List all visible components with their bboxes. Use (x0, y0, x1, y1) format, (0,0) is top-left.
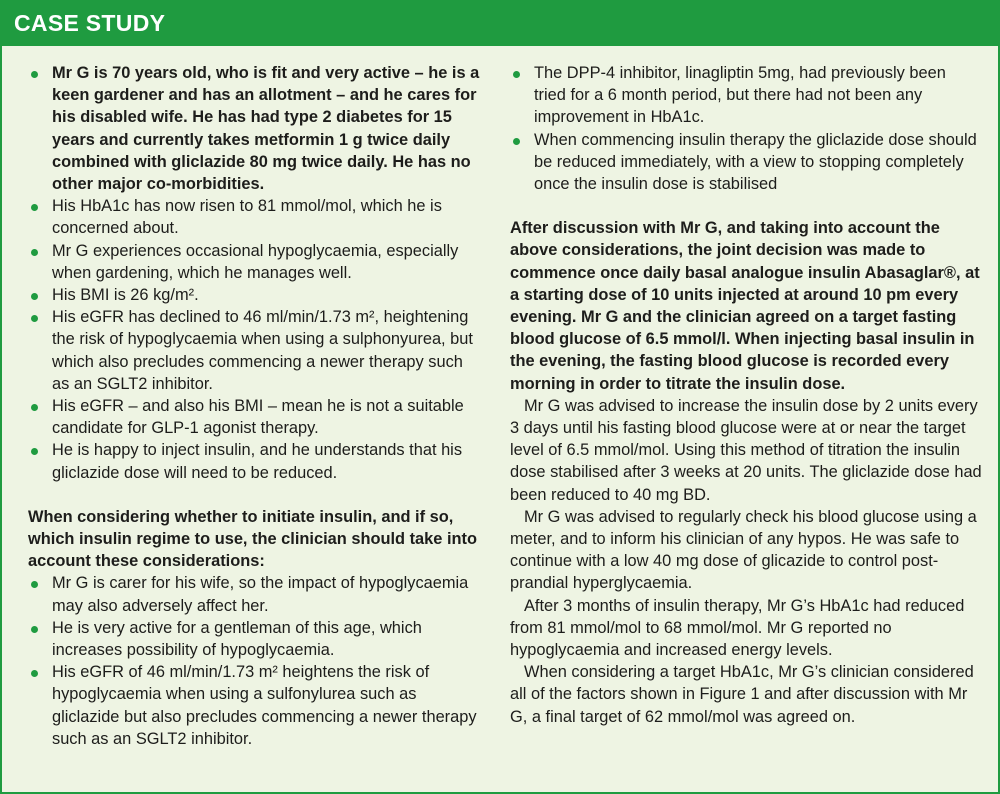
considerations-heading: When considering whether to initiate insulin, and if so, which insulin regime to use, the clinician should take into account these considerations: (28, 507, 477, 571)
bullet-icon (31, 670, 38, 677)
list-item: His eGFR – and also his BMI – mean he is not a suitable candidate for GLP-1 agonist therapy. (28, 395, 480, 439)
list-item: Mr G is 70 years old, who is fit and very active – he is a keen gardener and has an allotment – and he cares for his disabled wife. He has had type 2 diabetes for 15 years and currently takes metformin 1 g twice daily combined with gliclazide 80 mg twice daily. He has no other major co-morbidities. (28, 62, 480, 195)
list-item: His HbA1c has now risen to 81 mmol/mol, which he is concerned about. (28, 195, 480, 239)
bullet-icon (31, 71, 38, 78)
case-study-header (2, 2, 1000, 46)
bullet-icon (31, 315, 38, 322)
monitoring-paragraph: Mr G was advised to regularly check his blood glucose using a meter, and to inform his clinician of any hypos. He was safe to continue with a low 40 mg dose of glicazide to control post-prandial hyperglycaemia. (510, 507, 977, 593)
bullet-icon (513, 138, 520, 145)
continued-considerations-list (510, 62, 982, 195)
bullet-icon (31, 626, 38, 633)
list-item: The DPP-4 inhibitor, linagliptin 5mg, had previously been tried for a 6 month period, but there had not been any improvement in HbA1c. (510, 62, 982, 129)
spacer (510, 195, 982, 217)
bullet-icon (513, 71, 520, 78)
bullet-icon (31, 581, 38, 588)
left-column (28, 62, 480, 750)
list-item: His eGFR of 46 ml/min/1.73 m² heightens the risk of hypoglycaemia when using a sulfonylurea such as gliclazide but also precludes commencing a newer therapy such as an SGLT2 inhibitor. (28, 661, 480, 750)
patient-facts-list (28, 62, 480, 484)
titration-paragraph: Mr G was advised to increase the insulin dose by 2 units every 3 days until his fasting blood glucose were at or near the target level of 6.5 mmol/mol. Using this method of titration the insulin dose stabilised after 3 weeks at 20 units. The gliclazide dose had been reduced to 40 mg BD. (510, 396, 982, 504)
target-paragraph: When considering a target HbA1c, Mr G’s clinician considered all of the factors shown in Figure 1 and after discussion with Mr G, a final target of 62 mmol/mol was agreed on. (510, 663, 974, 726)
considerations-list (28, 572, 480, 750)
bullet-icon (31, 249, 38, 256)
bullet-icon (31, 448, 38, 455)
spacer (28, 484, 480, 506)
list-item: He is happy to inject insulin, and he understands that his gliclazide dose will need to be reduced. (28, 439, 480, 483)
outcome-paragraph: After 3 months of insulin therapy, Mr G’s HbA1c had reduced from 81 mmol/mol to 68 mmol/mol. Mr G reported no hypoglycaemia and increased energy levels. (510, 596, 965, 660)
list-item: Mr G is carer for his wife, so the impact of hypoglycaemia may also adversely affect her. (28, 572, 480, 616)
list-item: When commencing insulin therapy the gliclazide dose should be reduced immediately, with a view to stopping completely once the insulin dose is stabilised (510, 129, 982, 196)
case-study-title: CASE STUDY (14, 10, 166, 36)
list-item: His BMI is 26 kg/m². (28, 284, 480, 306)
decision-paragraph: After discussion with Mr G, and taking into account the above considerations, the joint decision was made to commence once daily basal analogue insulin Abasaglar®, at a starting dose of 10 units injected at around 10 pm every evening. Mr G and the clinician agreed on a target fasting blood glucose of 6.5 mmol/l. When injecting basal insulin in the evening, the fasting blood glucose is recorded every morning in order to titrate the insulin dose. (510, 219, 980, 393)
list-item: Mr G experiences occasional hypoglycaemia, especially when gardening, which he manages well. (28, 240, 480, 284)
list-item: His eGFR has declined to 46 ml/min/1.73 m², heightening the risk of hypoglycaemia when using a sulphonyurea, but which also precludes commencing a newer therapy such as an SGLT2 inhibitor. (28, 306, 480, 395)
bullet-icon (31, 404, 38, 411)
right-column (510, 62, 982, 728)
bullet-icon (31, 204, 38, 211)
bullet-icon (31, 293, 38, 300)
list-item: He is very active for a gentleman of this age, which increases possibility of hypoglycaemia. (28, 617, 480, 661)
